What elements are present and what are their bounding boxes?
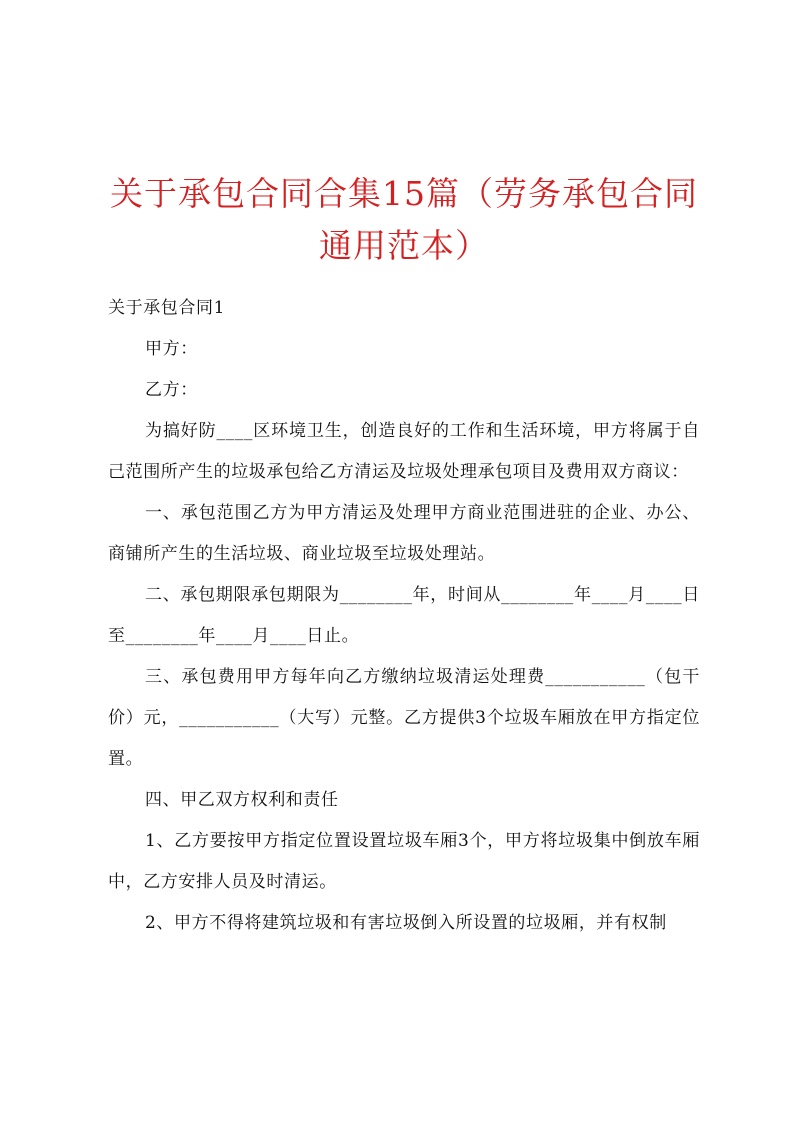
document-title: 关于承包合同合集15篇（劳务承包合同通用范本） xyxy=(110,174,698,265)
party-b-line: 乙方： xyxy=(145,380,198,400)
paragraph-intro: 为搞好防____区环境卫生，创造良好的工作和生活环境，甲方将属于自己范围所产生的垃圾承包给乙方清运及垃圾处理承包项目及费用双方商议： xyxy=(108,421,700,482)
paragraph-fee: 三、承包费用甲方每年向乙方缴纳垃圾清运处理费___________（包干价）元，___________（大写）元整。乙方提供3个垃圾车厢放在甲方指定位置。 xyxy=(108,667,700,769)
paragraph-item-2: 2、甲方不得将建筑垃圾和有害垃圾倒入所设置的垃圾厢，并有权制 xyxy=(145,913,667,933)
paragraph-item-1: 1、乙方要按甲方指定位置设置垃圾车厢3个，甲方将垃圾集中倒放车厢中，乙方安排人员及时清运。 xyxy=(108,831,700,892)
paragraph-scope: 一、承包范围乙方为甲方清运及处理甲方商业范围进驻的企业、办公、商铺所产生的生活垃圾、商业垃圾至垃圾处理站。 xyxy=(108,503,700,564)
section-heading: 关于承包合同1 xyxy=(108,298,226,318)
document-body xyxy=(108,288,700,944)
paragraph-rights-heading: 四、甲乙双方权利和责任 xyxy=(145,790,339,810)
paragraph-term: 二、承包期限承包期限为________年，时间从________年____月____日至________年____月____日止。 xyxy=(108,585,700,646)
party-a-line: 甲方： xyxy=(145,339,198,359)
